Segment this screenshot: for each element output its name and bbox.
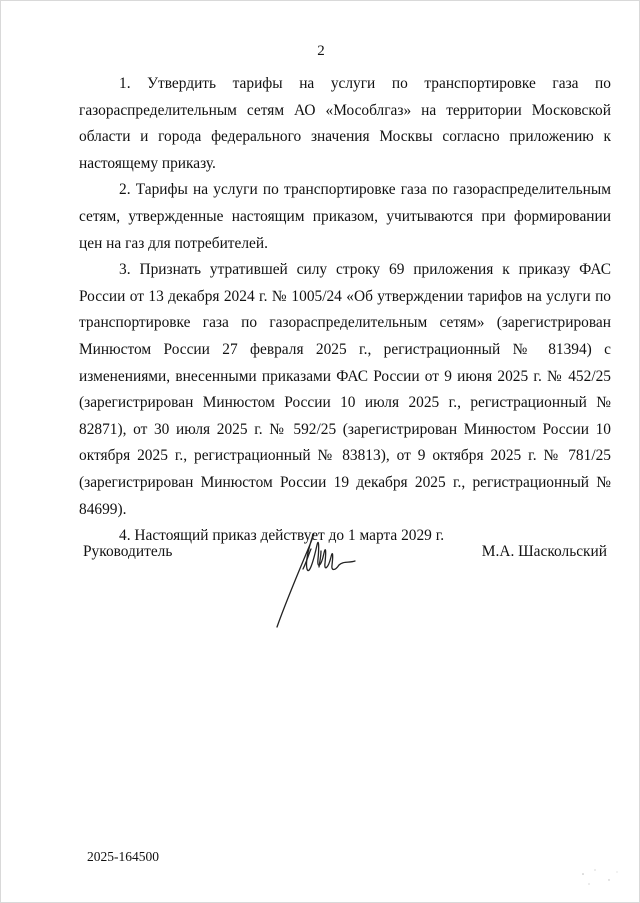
signatory-name: М.А. Шаскольский — [481, 543, 607, 560]
paragraph-4: 4. Настоящий приказ действует до 1 марта 2029 г. — [119, 527, 445, 545]
handwritten-signature — [263, 509, 373, 639]
order-body — [79, 71, 611, 550]
page-number: 2 — [317, 43, 325, 59]
paragraph-2: 2. Тарифы на услуги по транспортировке газа по газораспределительным сетям, утвержденные настоящим приказом, учитываются при формировании цен на газ для потребителей. — [79, 181, 611, 252]
paragraph-3: 3. Признать утратившей силу строку 69 приложения к приказу ФАС России от 13 декабря 2024 г. № 1005/24 «Об утверждении тарифов на услуги по транспортировке газа по газораспределительным сетям» (зарегистрирован Минюстом России 27 февраля 2025 г., регистрационный № 81394) с изменениями, внесенными приказами ФАС России от 9 июня 2025 г. № 452/25 (зарегистрирован Минюстом России 10 июля 2025 г., регистрационный № 82871), от 30 июля 2025 г. № 592/25 (зарегистрирован Минюстом России 10 октября 2025 г., регистрационный № 83813), от 9 октября 2025 г. № 781/25 (зарегистрирован Минюстом России 19 декабря 2025 г., регистрационный № 84699). — [79, 261, 611, 518]
scan-specks — [565, 862, 625, 892]
paragraph-1: 1. Утвердить тарифы на услуги по транспортировке газа по газораспределительным сетям АО «Мособлгаз» на территории Московской области и города федерального значения Москвы согласно приложению к настоящему приказу. — [79, 75, 611, 172]
document-code: 2025-164500 — [87, 849, 159, 864]
signatory-role: Руководитель — [83, 543, 173, 560]
